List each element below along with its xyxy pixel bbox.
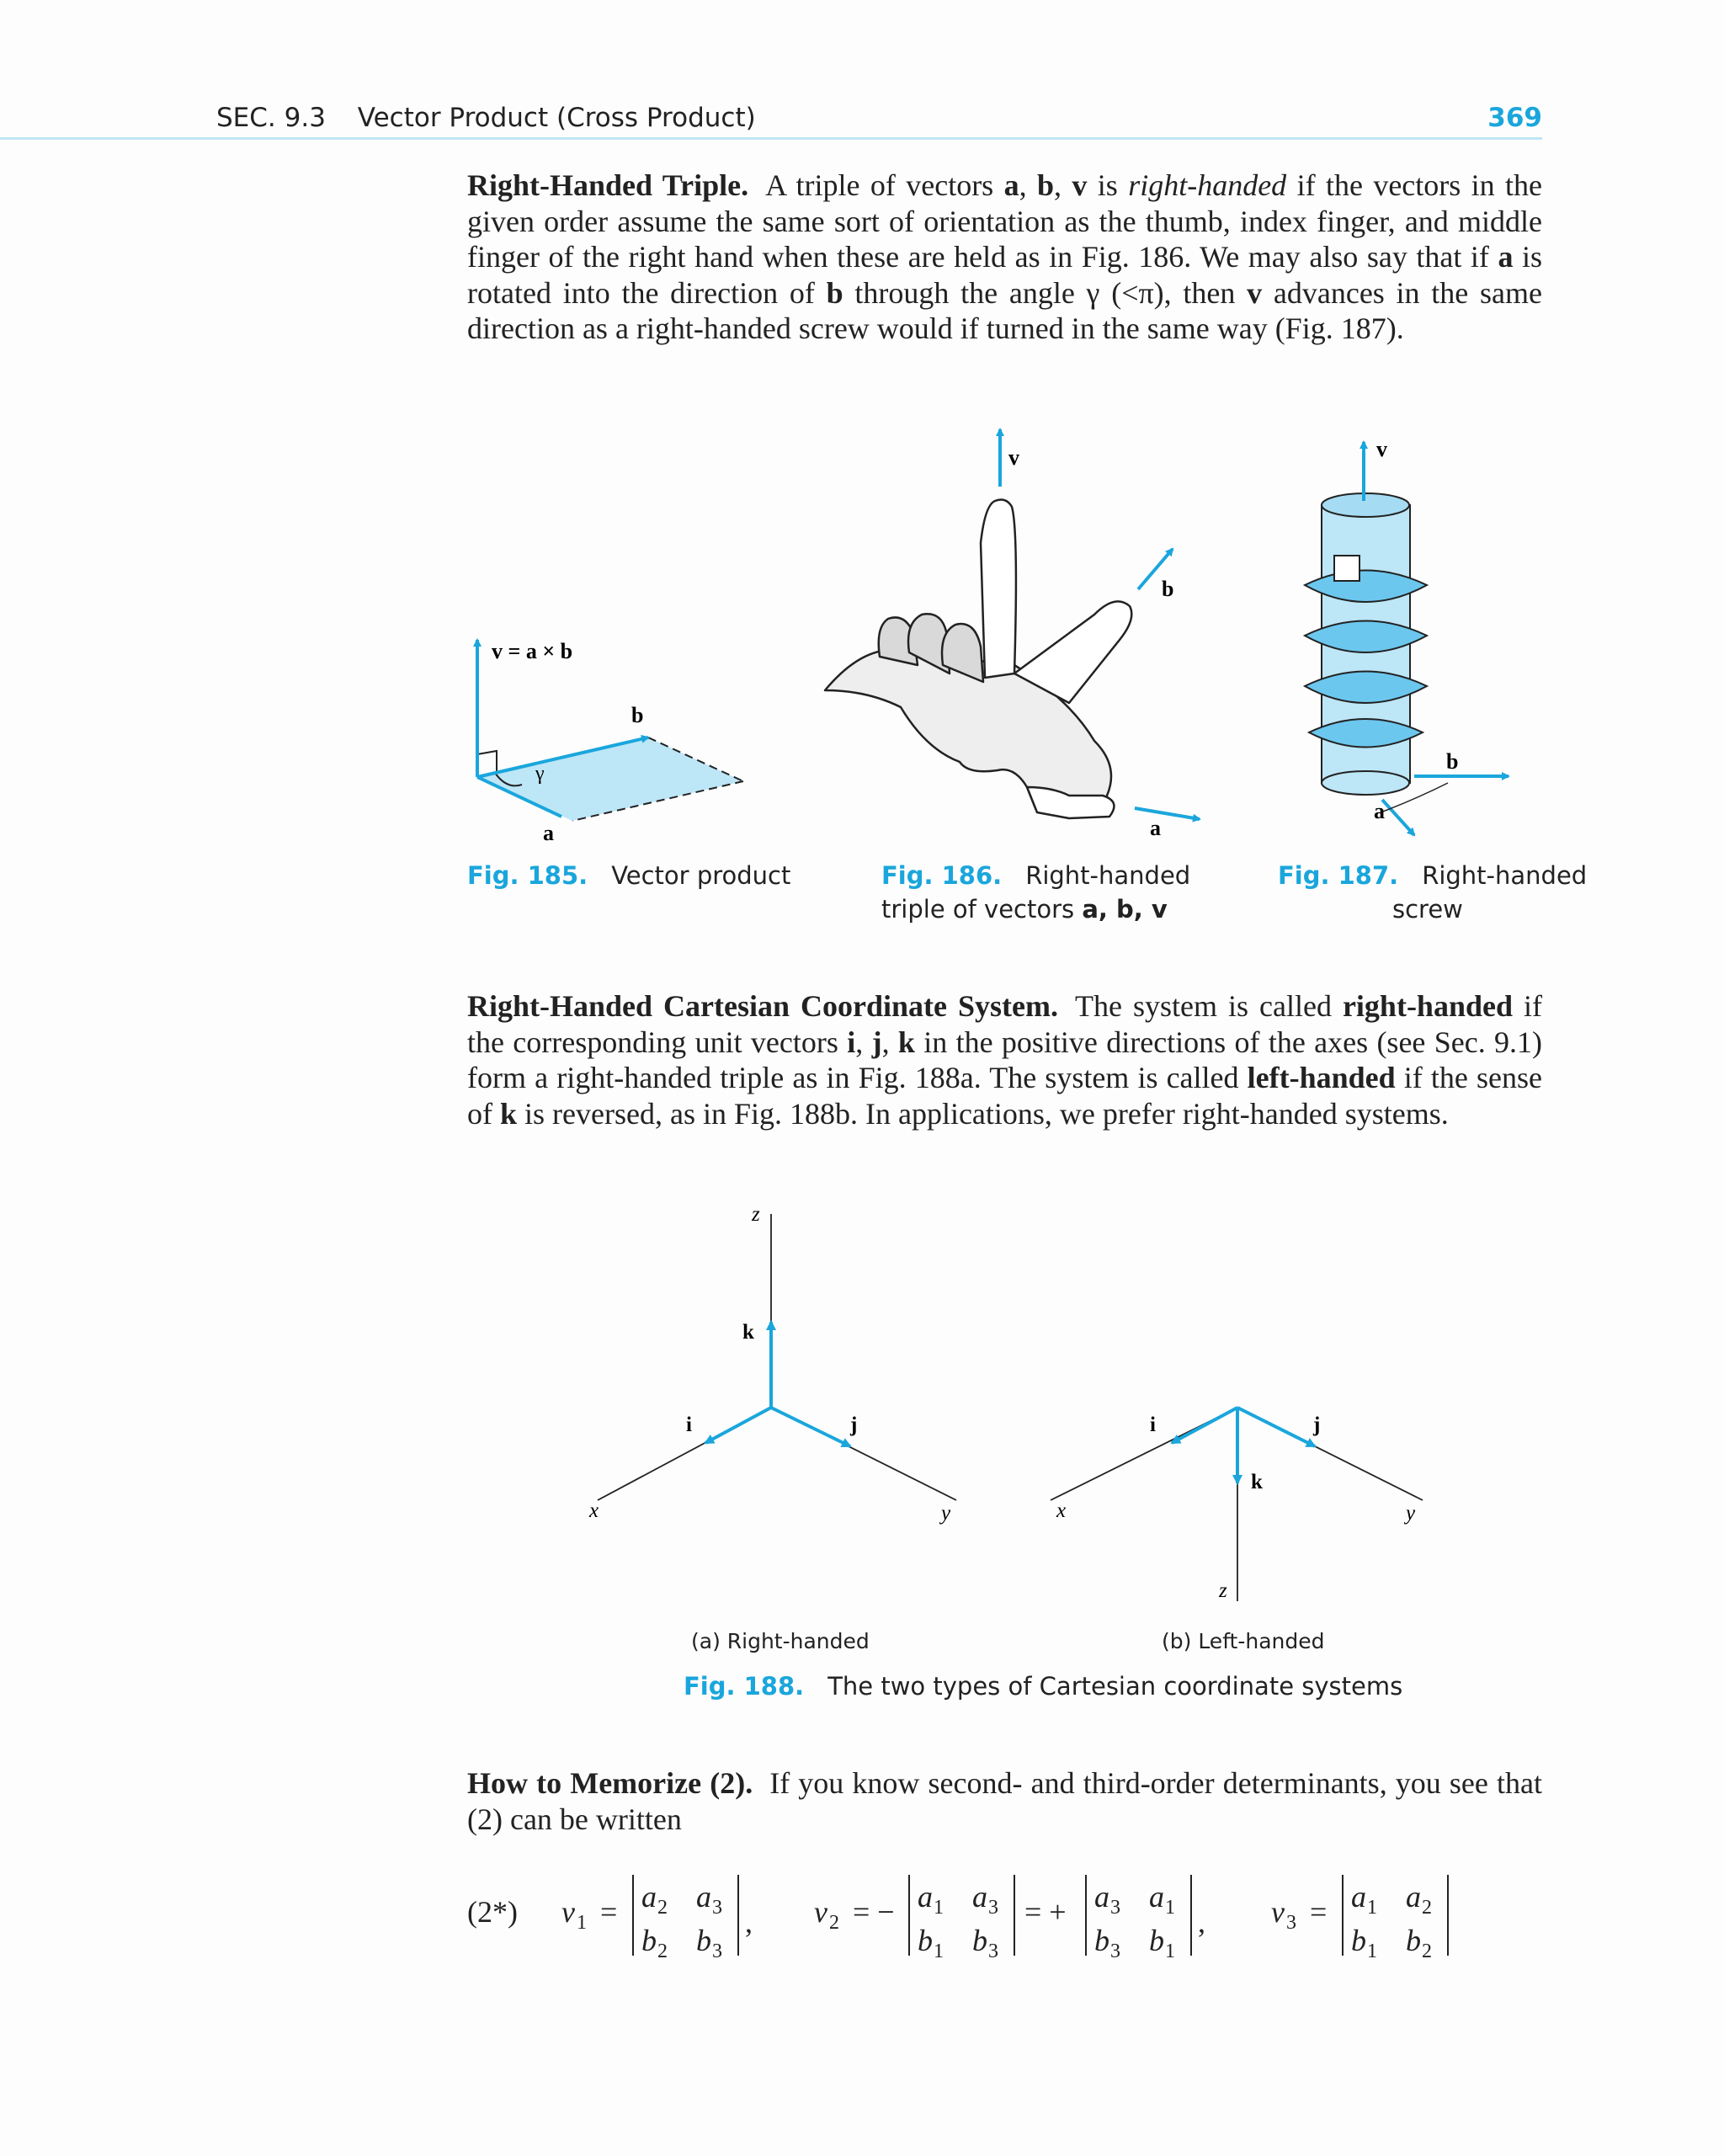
right-angle-mark xyxy=(477,751,497,773)
v1-symbol: v xyxy=(561,1895,575,1929)
equals-sign: = xyxy=(600,1895,618,1929)
entry: a xyxy=(972,1880,987,1914)
caption-fig-186 xyxy=(881,859,1190,926)
text: if the sense of xyxy=(467,1061,1542,1131)
label-gamma: γ xyxy=(535,763,545,785)
label-v-equals-a-cross-b: v = a × b xyxy=(492,639,573,663)
entry: b xyxy=(972,1924,987,1957)
label-a: a xyxy=(1150,816,1161,840)
label-i: i xyxy=(686,1413,692,1436)
entry: a xyxy=(696,1880,711,1914)
entry: b xyxy=(1149,1924,1164,1957)
subscript: 1 xyxy=(1165,1897,1175,1919)
equation-2-star xyxy=(467,1848,1553,1966)
vector-v: v xyxy=(1072,168,1088,202)
label-v: v xyxy=(1008,445,1019,470)
caption-vectors: a, b, v xyxy=(1082,895,1168,924)
subscript: 1 xyxy=(1367,1940,1377,1962)
figure-187-screw xyxy=(1288,429,1524,842)
vector-j-arrow xyxy=(1237,1408,1315,1446)
entry: a xyxy=(918,1880,933,1914)
running-header xyxy=(216,103,756,133)
label-k: k xyxy=(1251,1471,1263,1493)
text: If you know second- and third-order determinants, you see that (2) can be written xyxy=(467,1766,1542,1836)
label-a: a xyxy=(543,821,554,845)
label-b: b xyxy=(1446,749,1459,774)
figure-number: Fig. 185. xyxy=(467,861,588,890)
bold-term: right-handed xyxy=(1342,989,1513,1023)
runin-heading: Right-Handed Triple. xyxy=(467,168,749,202)
figure-185-vector-product xyxy=(455,623,758,850)
text: is reversed, as in Fig. 188b. In applications, we prefer right-handed systems. xyxy=(517,1096,1449,1131)
label-x: x xyxy=(589,1499,599,1522)
section-number: SEC. 9.3 xyxy=(216,103,326,133)
label-z: z xyxy=(1219,1579,1227,1602)
subscript: 3 xyxy=(1110,1897,1120,1919)
figure-188-coordinate-systems xyxy=(572,1195,1448,1608)
subscript: 1 xyxy=(1367,1897,1377,1919)
vector-a-arrow xyxy=(1135,808,1200,819)
figure-number: Fig. 187. xyxy=(1278,861,1399,890)
caption-text: Right-handed xyxy=(1422,861,1588,890)
label-i: i xyxy=(1150,1413,1156,1436)
vector-j-arrow xyxy=(771,1408,850,1446)
hand-drawing xyxy=(825,500,1131,818)
text: The system is called xyxy=(1075,989,1343,1023)
subcaption-a: (a) Right-handed xyxy=(691,1629,870,1653)
vector-k: k xyxy=(897,1025,915,1059)
text: , xyxy=(855,1025,872,1059)
equals-sign: = xyxy=(1310,1895,1328,1929)
caption-text: triple of vectors xyxy=(881,895,1083,924)
vector-v: v xyxy=(1247,275,1263,310)
vector-b: b xyxy=(826,275,843,310)
header-rule xyxy=(0,137,1542,140)
subscript: 3 xyxy=(1110,1940,1120,1962)
caption-text: Right-handed xyxy=(1025,861,1191,890)
label-x: x xyxy=(1056,1499,1067,1522)
subscript: 3 xyxy=(712,1897,722,1919)
caption-text: The two types of Cartesian coordinate systems xyxy=(827,1672,1403,1701)
right-handed-system xyxy=(588,1203,956,1525)
label-a: a xyxy=(1374,799,1385,823)
caption-fig-188 xyxy=(684,1669,1402,1703)
parallelogram xyxy=(477,737,743,821)
subscript: 2 xyxy=(1422,1897,1432,1919)
subscript: 3 xyxy=(1286,1912,1296,1934)
text: is rotated into the direction of xyxy=(467,240,1543,310)
figure-186-right-hand xyxy=(817,413,1212,842)
vector-j: j xyxy=(871,1025,882,1059)
label-z: z xyxy=(752,1203,760,1226)
text: through the angle γ (<π), then xyxy=(843,275,1248,310)
subscript: 2 xyxy=(829,1912,839,1934)
paragraph-cartesian-system xyxy=(467,988,1542,1131)
emphasis: right-handed xyxy=(1128,168,1287,202)
v2-symbol: v xyxy=(814,1895,827,1929)
label-y: y xyxy=(1406,1502,1416,1525)
text: if the corresponding unit vectors xyxy=(467,989,1542,1059)
v3-symbol: v xyxy=(1271,1895,1285,1929)
subscript: 1 xyxy=(934,1897,944,1919)
figure-number: Fig. 188. xyxy=(684,1672,805,1701)
entry: b xyxy=(641,1924,657,1957)
vector-k: k xyxy=(500,1096,518,1131)
equals-plus: = + xyxy=(1024,1895,1067,1929)
text: is xyxy=(1087,168,1129,202)
subscript: 3 xyxy=(988,1940,998,1962)
subscript: 2 xyxy=(657,1940,668,1962)
vector-i-arrow xyxy=(1172,1408,1237,1443)
caption-fig-187 xyxy=(1278,859,1587,926)
entry: b xyxy=(696,1924,711,1957)
entry: b xyxy=(1406,1924,1421,1957)
comma: , xyxy=(745,1905,753,1939)
subscript: 3 xyxy=(712,1940,722,1962)
subscript: 1 xyxy=(1165,1940,1175,1962)
subcaption-b: (b) Left-handed xyxy=(1162,1629,1325,1653)
subscript: 1 xyxy=(934,1940,944,1962)
vector-b: b xyxy=(1036,168,1055,202)
subscript: 2 xyxy=(1422,1940,1432,1962)
label-v: v xyxy=(1376,437,1387,461)
entry: b xyxy=(1351,1924,1366,1957)
subscript: 3 xyxy=(988,1897,998,1919)
subscript: 2 xyxy=(657,1897,668,1919)
comma: , xyxy=(1198,1905,1205,1939)
entry: b xyxy=(918,1924,933,1957)
text: in the positive directions of the axes (see Sec. 9.1) form a right-handed triple as in Fig. 188a. The system is called xyxy=(467,1025,1543,1094)
left-handed-system xyxy=(1051,1408,1423,1602)
screw-drawing xyxy=(1305,493,1427,795)
figure-number: Fig. 186. xyxy=(881,861,1003,890)
vector-a: a xyxy=(1498,240,1514,274)
text: , xyxy=(1019,168,1037,202)
vector-i: i xyxy=(847,1025,856,1059)
label-k: k xyxy=(742,1321,754,1344)
paragraph-how-to-memorize xyxy=(467,1765,1542,1837)
subscript: 1 xyxy=(577,1912,587,1934)
entry: a xyxy=(1149,1880,1164,1914)
caption-text: screw xyxy=(1392,895,1463,924)
text: , xyxy=(1054,168,1072,202)
bold-term: left-handed xyxy=(1247,1061,1396,1094)
paragraph-right-handed-triple xyxy=(467,168,1542,347)
label-y: y xyxy=(941,1502,951,1525)
section-title: Vector Product (Cross Product) xyxy=(357,103,756,133)
equals-minus: = − xyxy=(853,1895,895,1929)
caption-text: Vector product xyxy=(611,861,791,890)
text: if the vectors in the given order assume the same sort of orientation as the thumb, index finger, and middle finger of the right hand when these are held as in Fig. 186. We may also say that if xyxy=(467,168,1543,274)
runin-heading: How to Memorize (2). xyxy=(467,1766,753,1800)
equation-label: (2*) xyxy=(467,1895,518,1929)
text: advances in the same direction as a right-handed screw would if turned in the same way (Fig. 187). xyxy=(467,275,1542,345)
caption-fig-185 xyxy=(467,859,790,892)
entry: a xyxy=(1094,1880,1109,1914)
label-b: b xyxy=(631,703,644,727)
text: , xyxy=(881,1025,898,1059)
text: A triple of vectors xyxy=(765,168,1004,202)
label-j: j xyxy=(1313,1413,1321,1436)
entry: a xyxy=(1351,1880,1366,1914)
entry: a xyxy=(1406,1880,1421,1914)
vector-i-arrow xyxy=(705,1408,771,1443)
vector-a: a xyxy=(1003,168,1019,202)
runin-heading: Right-Handed Cartesian Coordinate System. xyxy=(467,989,1059,1023)
label-b: b xyxy=(1162,577,1174,601)
page-number: 369 xyxy=(1487,103,1542,133)
entry: b xyxy=(1094,1924,1109,1957)
label-j: j xyxy=(850,1413,858,1436)
entry: a xyxy=(641,1880,657,1914)
